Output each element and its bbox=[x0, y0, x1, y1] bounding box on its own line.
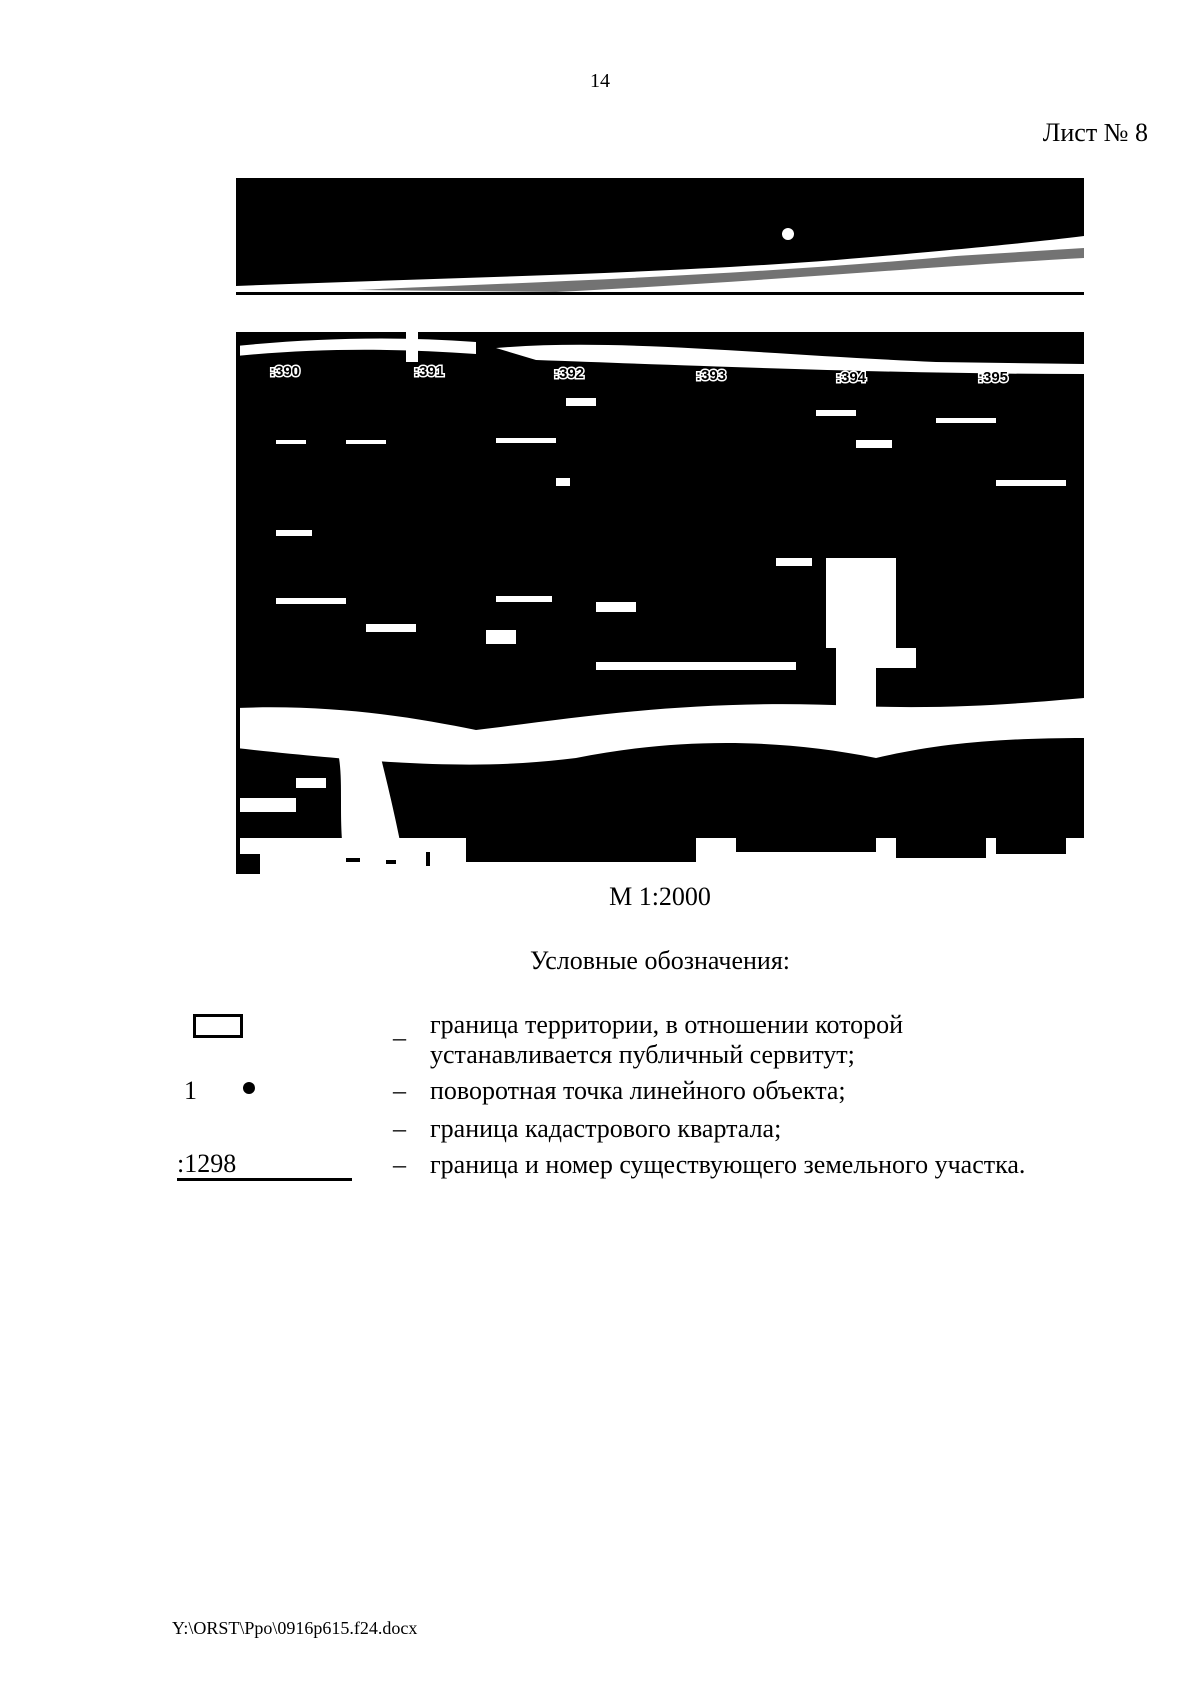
legend-dash: – bbox=[393, 1114, 406, 1143]
turning-point-dot-icon bbox=[243, 1082, 255, 1094]
land-parcel-symbol: :1298 bbox=[177, 1150, 352, 1181]
point-label: :391 bbox=[414, 363, 445, 380]
page-number: 14 bbox=[590, 70, 610, 92]
point-label: :394 bbox=[836, 369, 867, 386]
legend-item-servitude-line2: устанавливается публичный сервитут; bbox=[430, 1040, 855, 1069]
footer-file-path: Y:\ORST\Ppo\0916p615.f24.docx bbox=[172, 1618, 418, 1638]
servitude-boundary-symbol bbox=[193, 1014, 243, 1038]
point-label: :395 bbox=[978, 369, 1009, 386]
legend-dash: – bbox=[393, 1076, 406, 1105]
legend-dash: – bbox=[393, 1150, 406, 1179]
sheet-label: Лист № 8 bbox=[1042, 118, 1148, 147]
point-label: :390 bbox=[270, 363, 301, 380]
map-scale: М 1:2000 bbox=[609, 882, 711, 911]
legend-title: Условные обозначения: bbox=[529, 946, 791, 975]
legend-item-servitude-line1: граница территории, в отношении которой bbox=[430, 1010, 904, 1039]
legend-item-land-parcel: граница и номер существующего земельного участка. bbox=[430, 1150, 1026, 1179]
map-image bbox=[236, 178, 1084, 878]
point-label: :393 bbox=[696, 367, 727, 384]
legend-item-turning-point: поворотная точка линейного объекта; bbox=[430, 1076, 846, 1105]
point-label: :392 bbox=[554, 365, 585, 382]
turning-point-number: 1 bbox=[184, 1076, 197, 1105]
legend-item-cadastral-quarter: граница кадастрового квартала; bbox=[430, 1114, 782, 1143]
legend-dash: _ bbox=[393, 1014, 406, 1043]
